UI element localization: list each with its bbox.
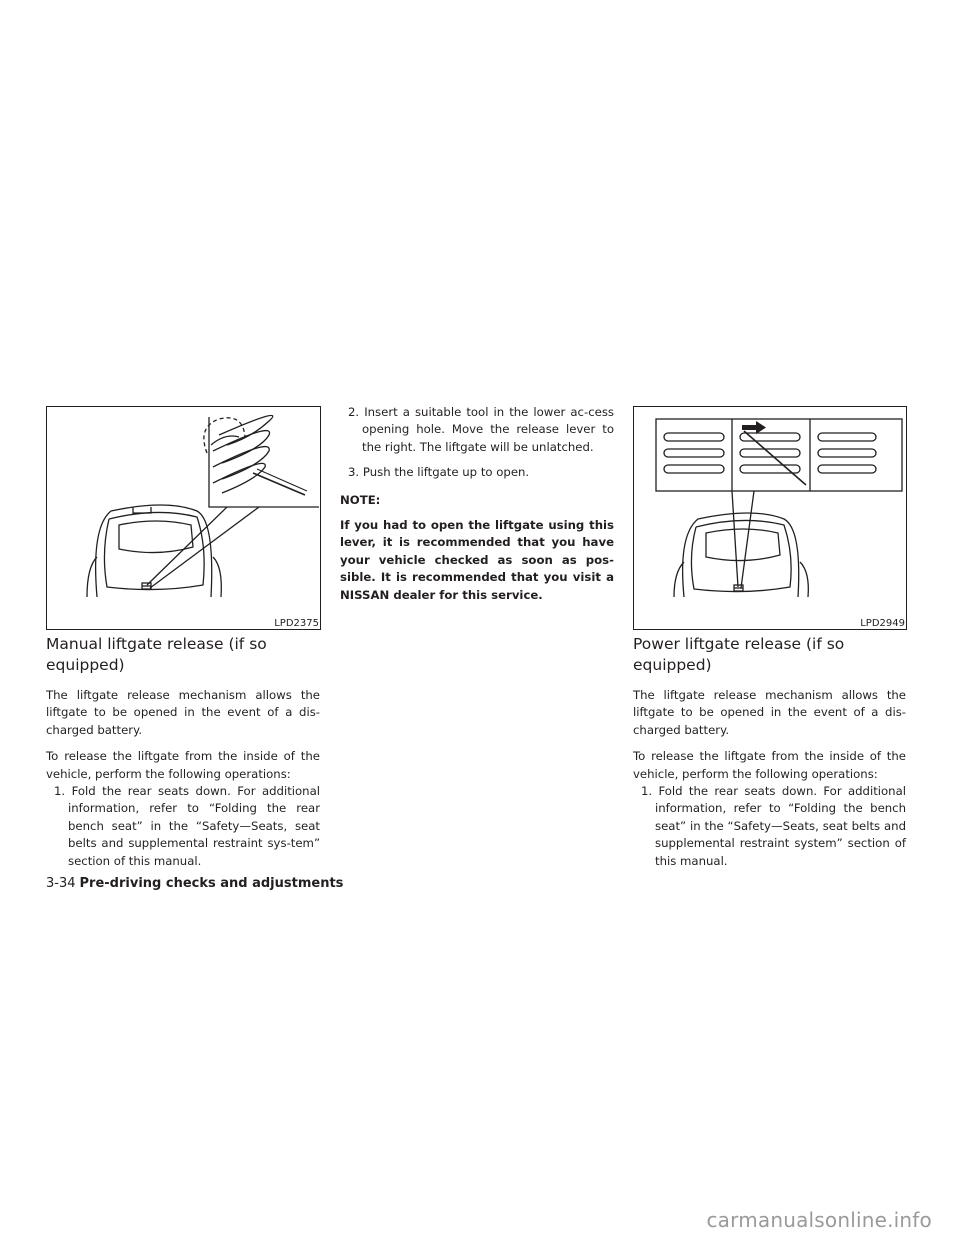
note-body: If you had to open the liftgate using this lever, it is recommended that you have your vehicle checked as soon as pos-sible. It is recommended that you visit a NISSAN dealer for this service. <box>340 518 614 602</box>
manual-release-figure <box>46 406 321 630</box>
right-column <box>633 634 906 870</box>
body-paragraph: The liftgate release mechanism allows the liftgate to be opened in the event of a dis-charged battery. <box>46 688 320 737</box>
power-release-figure <box>633 406 907 630</box>
figure-label: LPD2375 <box>274 618 319 629</box>
liftgate-power-illustration <box>634 407 906 629</box>
list-item: 1. Fold the rear seats down. For additional information, refer to “Folding the rear bench seat” in the “Safety—Seats, seat belts and supplemental restraint sys-tem” section of this manual. <box>54 784 320 868</box>
middle-column <box>340 404 614 604</box>
page-footer <box>46 876 343 891</box>
page-number: 3-34 <box>46 876 76 891</box>
body-paragraph: To release the liftgate from the inside of the vehicle, perform the following operations: <box>46 749 320 781</box>
liftgate-manual-illustration <box>47 407 320 629</box>
body-paragraph: To release the liftgate from the inside of the vehicle, perform the following operations: <box>633 749 906 781</box>
left-column <box>46 634 320 870</box>
list-item: 1. Fold the rear seats down. For additional information, refer to “Folding the bench seat” in the “Safety—Seats, seat belts and supplemental restraint system” section of this manual. <box>641 784 906 868</box>
list-item: 2. Insert a suitable tool in the lower ac-cess opening hole. Move the release lever to the right. The liftgate will be unlatched. <box>348 405 614 454</box>
chapter-title: Pre-driving checks and adjustments <box>79 876 344 891</box>
section-heading: Power liftgate release (if so equipped) <box>633 635 845 674</box>
section-heading: Manual liftgate release (if so equipped) <box>46 635 267 674</box>
note-label: NOTE: <box>340 492 381 507</box>
list-item: 3. Push the liftgate up to open. <box>348 465 530 480</box>
figure-label: LPD2949 <box>860 618 905 629</box>
watermark-link[interactable]: carmanualsonline.info <box>706 1208 932 1232</box>
body-paragraph: The liftgate release mechanism allows the liftgate to be opened in the event of a dis-charged battery. <box>633 688 906 737</box>
